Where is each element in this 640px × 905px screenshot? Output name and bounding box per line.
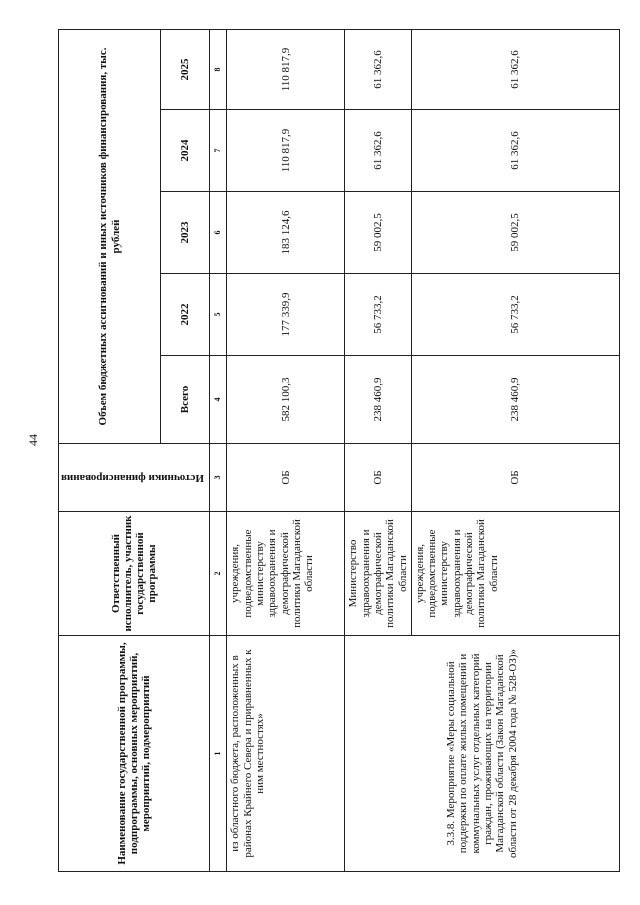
budget-table [58,29,620,872]
row-2023: 59 002,5 [411,192,619,274]
column-number: 5 [210,274,227,356]
header-2025: 2025 [161,29,210,109]
row-2025: 61 362,6 [411,29,619,109]
row-2022: 56 733,2 [411,274,619,356]
header-2022: 2022 [161,274,210,356]
row-name: 3.3.8. Мероприятие «Меры социальной поддержки по оплате жилых помещений и коммунальных услуг отдельных категорий граждан, проживающих на территории Магаданской области (Закон Магаданской области от 28 декабря 2004 года № 528-ОЗ)» [345,636,620,872]
row-2023: 59 002,5 [345,192,412,274]
row-2025: 61 362,6 [345,29,412,109]
column-number: 3 [210,444,227,512]
column-number-row [210,29,227,871]
header-volume: Объем бюджетных ассигнований и иных источников финансирования, тыс. рублей [59,29,161,443]
column-number: 8 [210,29,227,109]
row-executor: учреждения, подведомственные министерству здравоохранения и демографической политики Магаданской области [227,512,345,636]
row-total: 238 460,9 [411,356,619,444]
row-total: 238 460,9 [345,356,412,444]
row-source: ОБ [411,444,619,512]
table-row [227,29,345,871]
column-number: 1 [210,636,227,872]
row-2023: 183 124,6 [227,192,345,274]
row-source: ОБ [227,444,345,512]
column-number: 6 [210,192,227,274]
column-number: 7 [210,110,227,192]
page-number: 44 [26,434,40,446]
column-number: 2 [210,512,227,636]
row-2022: 56 733,2 [345,274,412,356]
header-executor: Ответственный исполнитель, участник государственной программы [59,512,210,636]
row-source: ОБ [345,444,412,512]
row-executor: Министерство здравоохранения и демографической политики Магаданской области [345,512,412,636]
row-total: 582 100,3 [227,356,345,444]
header-sources-cell [59,444,210,512]
row-executor: учреждения, подведомственные министерству здравоохранения и демографической политики Магаданской области [411,512,619,636]
rotated-table-container [58,30,588,872]
header-name: Наименование государственной программы, подпрограммы, основных мероприятий, мероприятий, подмероприятий [59,636,210,872]
column-number: 4 [210,356,227,444]
row-2022: 177 339,9 [227,274,345,356]
header-total: Всего [161,356,210,444]
header-2023: 2023 [161,192,210,274]
row-2024: 61 362,6 [411,110,619,192]
row-2024: 110 817,9 [227,110,345,192]
table-row [345,29,412,871]
row-2024: 61 362,6 [345,110,412,192]
row-2025: 110 817,9 [227,29,345,109]
row-name: из областного бюджета, расположенных в районах Крайнего Севера и приравненных к ним местностях» [227,636,345,872]
header-2024: 2024 [161,110,210,192]
header-sources: Источники финансирования [61,471,204,484]
